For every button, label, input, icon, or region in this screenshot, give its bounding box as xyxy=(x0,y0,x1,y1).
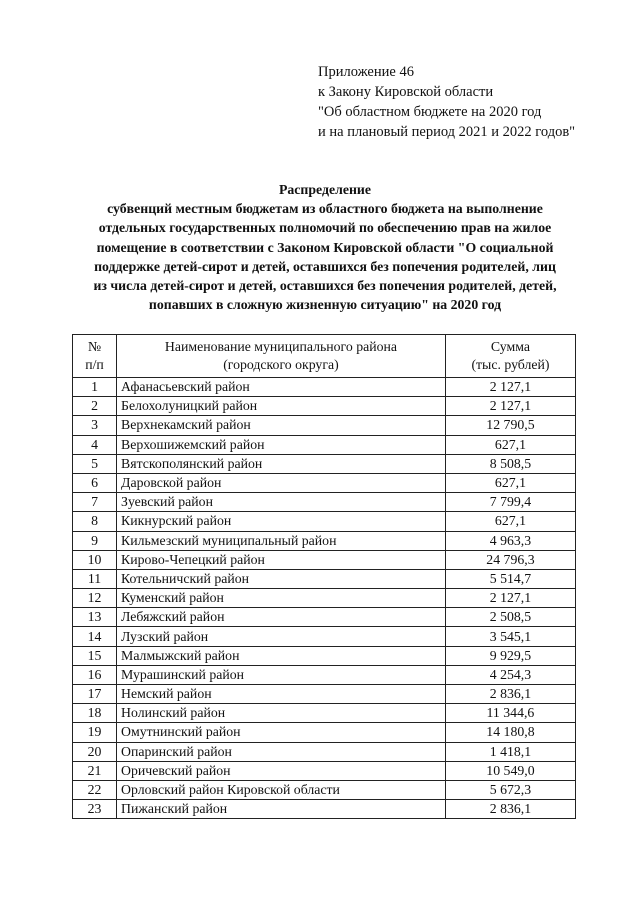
district-name: Кикнурский район xyxy=(117,512,446,531)
row-number: 22 xyxy=(73,780,117,799)
row-number: 20 xyxy=(73,742,117,761)
subvention-amount: 627,1 xyxy=(445,435,575,454)
subvention-amount: 14 180,8 xyxy=(445,723,575,742)
appendix-note xyxy=(318,62,575,142)
row-number: 14 xyxy=(73,627,117,646)
row-number: 19 xyxy=(73,723,117,742)
table-row xyxy=(73,646,576,665)
subvention-amount: 4 254,3 xyxy=(445,665,575,684)
subvention-amount: 12 790,5 xyxy=(445,416,575,435)
table-row xyxy=(73,378,576,397)
row-number: 1 xyxy=(73,378,117,397)
district-name: Пижанский район xyxy=(117,800,446,819)
header-number-line2: п/п xyxy=(85,357,104,372)
subvention-amount: 3 545,1 xyxy=(445,627,575,646)
subvention-amount: 5 672,3 xyxy=(445,780,575,799)
subvention-amount: 2 836,1 xyxy=(445,800,575,819)
subvention-amount: 627,1 xyxy=(445,473,575,492)
district-name: Лузский район xyxy=(117,627,446,646)
table-body xyxy=(73,378,576,819)
title-line: отдельных государственных полномочий по обеспечению прав на жилое xyxy=(98,220,552,236)
subvention-amount: 11 344,6 xyxy=(445,704,575,723)
table-row xyxy=(73,589,576,608)
district-name: Вятскополянский район xyxy=(117,454,446,473)
subvention-amount: 2 836,1 xyxy=(445,685,575,704)
document-title xyxy=(40,180,610,314)
row-number: 6 xyxy=(73,473,117,492)
district-name: Верхнекамский район xyxy=(117,416,446,435)
subvention-amount: 8 508,5 xyxy=(445,454,575,473)
row-number: 8 xyxy=(73,512,117,531)
row-number: 13 xyxy=(73,608,117,627)
row-number: 9 xyxy=(73,531,117,550)
appendix-line: и на плановый период 2021 и 2022 годов" xyxy=(318,124,576,140)
table-row xyxy=(73,493,576,512)
row-number: 5 xyxy=(73,454,117,473)
header-name-line2: (городского округа) xyxy=(223,357,339,372)
row-number: 10 xyxy=(73,550,117,569)
subvention-amount: 7 799,4 xyxy=(445,493,575,512)
row-number: 3 xyxy=(73,416,117,435)
district-name: Кирово-Чепецкий район xyxy=(117,550,446,569)
table-row xyxy=(73,742,576,761)
district-name: Белохолуницкий район xyxy=(117,397,446,416)
district-name: Куменский район xyxy=(117,589,446,608)
subvention-amount: 2 127,1 xyxy=(445,589,575,608)
district-name: Верхошижемский район xyxy=(117,435,446,454)
header-name xyxy=(117,335,446,378)
row-number: 7 xyxy=(73,493,117,512)
table-row xyxy=(73,531,576,550)
table-row xyxy=(73,473,576,492)
subvention-amount: 2 127,1 xyxy=(445,397,575,416)
title-heading: Распределение xyxy=(278,182,371,197)
district-name: Малмыжский район xyxy=(117,646,446,665)
header-number xyxy=(73,335,117,378)
subvention-amount: 2 508,5 xyxy=(445,608,575,627)
subvention-amount: 5 514,7 xyxy=(445,569,575,588)
district-name: Нолинский район xyxy=(117,704,446,723)
row-number: 4 xyxy=(73,435,117,454)
district-name: Оричевский район xyxy=(117,761,446,780)
district-name: Орловский район Кировской области xyxy=(117,780,446,799)
table-row xyxy=(73,416,576,435)
row-number: 17 xyxy=(73,685,117,704)
table-row xyxy=(73,454,576,473)
header-sum xyxy=(445,335,575,378)
header-sum-line2: (тыс. рублей) xyxy=(471,357,550,372)
district-name: Котельничский район xyxy=(117,569,446,588)
title-line: субвенций местным бюджетам из областного бюджета на выполнение xyxy=(107,201,543,217)
table-row xyxy=(73,704,576,723)
table-row xyxy=(73,550,576,569)
subvention-amount: 4 963,3 xyxy=(445,531,575,550)
subvention-amount: 627,1 xyxy=(445,512,575,531)
title-line: из числа детей-сирот и детей, оставшихся без попечения родителей, детей, xyxy=(93,278,557,294)
table-row xyxy=(73,512,576,531)
table-row xyxy=(73,761,576,780)
subvention-amount: 1 418,1 xyxy=(445,742,575,761)
table-row xyxy=(73,723,576,742)
row-number: 18 xyxy=(73,704,117,723)
district-name: Омутнинский район xyxy=(117,723,446,742)
distribution-table xyxy=(72,334,576,819)
table-row xyxy=(73,435,576,454)
district-name: Лебяжский район xyxy=(117,608,446,627)
table-row xyxy=(73,685,576,704)
subvention-amount: 10 549,0 xyxy=(445,761,575,780)
row-number: 11 xyxy=(73,569,117,588)
table-row xyxy=(73,627,576,646)
appendix-line: "Об областном бюджете на 2020 год xyxy=(318,104,542,120)
header-number-line1: № xyxy=(87,339,102,354)
table-row xyxy=(73,608,576,627)
row-number: 12 xyxy=(73,589,117,608)
district-name: Зуевский район xyxy=(117,493,446,512)
row-number: 16 xyxy=(73,665,117,684)
district-name: Даровской район xyxy=(117,473,446,492)
subvention-amount: 9 929,5 xyxy=(445,646,575,665)
title-line: помещение в соответствии с Законом Кировской области "О социальной xyxy=(96,239,554,255)
header-name-line1: Наименование муниципального района xyxy=(164,339,398,354)
subvention-amount: 2 127,1 xyxy=(445,378,575,397)
appendix-line: к Закону Кировской области xyxy=(318,84,494,100)
subvention-amount: 24 796,3 xyxy=(445,550,575,569)
row-number: 23 xyxy=(73,800,117,819)
appendix-line: Приложение 46 xyxy=(318,64,414,80)
table-header-row xyxy=(73,335,576,378)
district-name: Немский район xyxy=(117,685,446,704)
district-name: Кильмезский муниципальный район xyxy=(117,531,446,550)
district-name: Афанасьевский район xyxy=(117,378,446,397)
table-row xyxy=(73,780,576,799)
table-row xyxy=(73,800,576,819)
table-row xyxy=(73,569,576,588)
row-number: 21 xyxy=(73,761,117,780)
header-sum-line1: Сумма xyxy=(490,339,530,354)
row-number: 2 xyxy=(73,397,117,416)
district-name: Мурашинский район xyxy=(117,665,446,684)
table-row xyxy=(73,665,576,684)
title-line: попавших в сложную жизненную ситуацию" на 2020 год xyxy=(148,297,502,313)
table-row xyxy=(73,397,576,416)
title-line: поддержке детей-сирот и детей, оставшихся без попечения родителей, лиц xyxy=(94,258,556,274)
district-name: Опаринский район xyxy=(117,742,446,761)
row-number: 15 xyxy=(73,646,117,665)
